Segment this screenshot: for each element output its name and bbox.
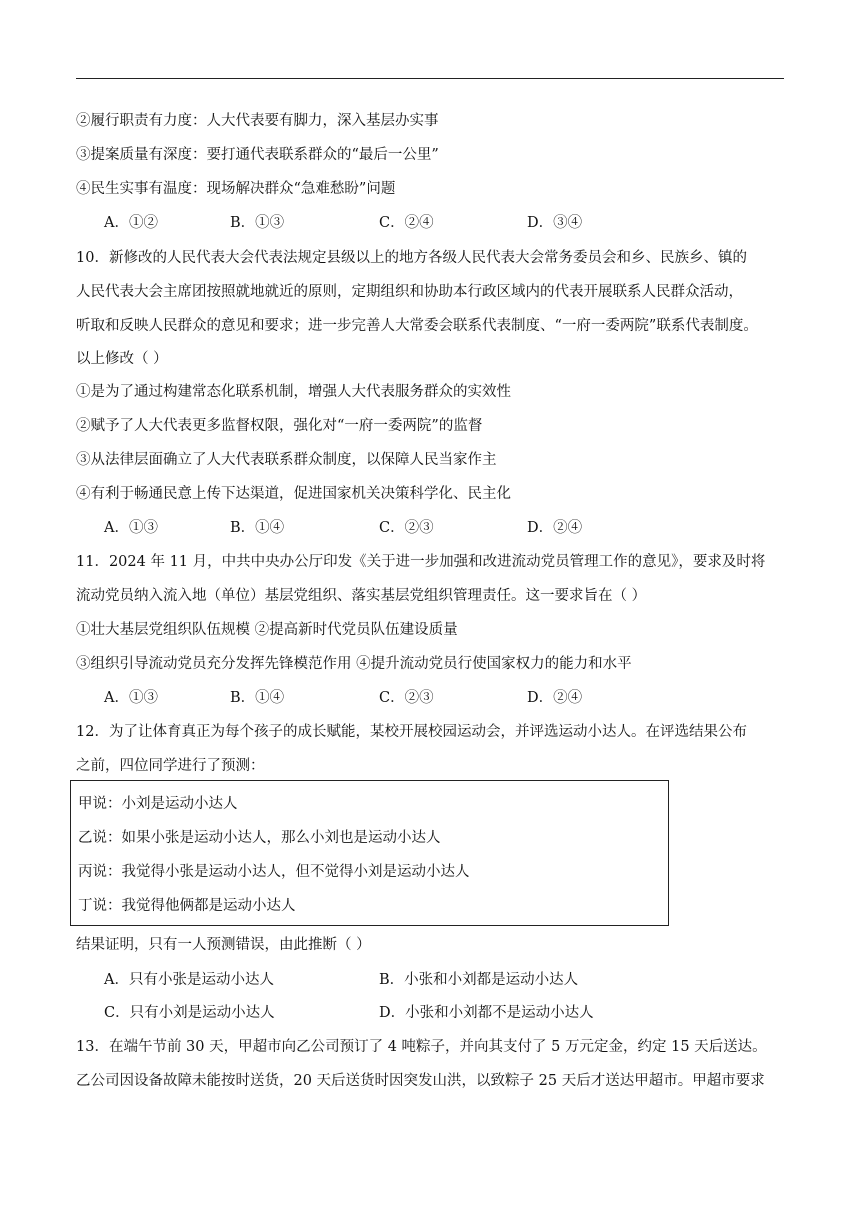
q12-stem-line-2: 之前，四位同学进行了预测： xyxy=(76,758,265,774)
q13-stem-line-1: 13．在端午节前 30 天，甲超市向乙公司预订了 4 吨粽子，并向其支付了 5 万元定金，约定 15 天后送达。 xyxy=(76,1039,767,1055)
q10-stem-line-2: 人民代表大会主席团按照就地就近的原则，定期组织和协助本行政区域内的代表开展联系人民群众活动， xyxy=(76,284,743,300)
prediction-yi: 乙说：如果小张是运动小达人，那么小刘也是运动小达人 xyxy=(78,830,441,846)
q10-option-c[interactable]: C．②③ xyxy=(379,520,434,536)
q11-statement-row-2: ③组织引导流动党员充分发挥先锋模范作用 ④提升流动党员行使国家权力的能力和水平 xyxy=(76,656,632,672)
header-rule xyxy=(76,78,784,79)
q11-option-c[interactable]: C．②③ xyxy=(379,690,434,706)
q12-option-d[interactable]: D．小张和小刘都不是运动小达人 xyxy=(379,1005,594,1021)
prediction-jia: 甲说：小刘是运动小达人 xyxy=(78,796,238,812)
q11-stem-line-2: 流动党员纳入流入地（单位）基层党组织、落实基层党组织管理责任。这一要求旨在（ ） xyxy=(76,588,647,604)
q11-stem-line-1: 11．2024 年 11 月，中共中央办公厅印发《关于进一步加强和改进流动党员管理工作的意见》，要求及时将 xyxy=(76,554,766,570)
prediction-bing: 丙说：我觉得小张是运动小达人，但不觉得小刘是运动小达人 xyxy=(78,864,470,880)
q10-stem-line-4: 以上修改（ ） xyxy=(76,351,168,367)
q11-option-a[interactable]: A．①③ xyxy=(104,690,158,706)
q12-option-c[interactable]: C．只有小刘是运动小达人 xyxy=(104,1005,275,1021)
prediction-ding: 丁说：我觉得他俩都是运动小达人 xyxy=(78,898,296,914)
q11-option-d[interactable]: D．②④ xyxy=(527,690,583,706)
q9-option-b[interactable]: B．①③ xyxy=(230,215,285,231)
q9-option-a[interactable]: A．①② xyxy=(104,215,158,231)
q13-stem-line-2: 乙公司因设备故障未能按时送货，20 天后送货时因突发山洪，以致粽子 25 天后才送达甲超市。甲超市要求 xyxy=(76,1073,765,1089)
q10-option-d[interactable]: D．②④ xyxy=(527,520,583,536)
q12-conclusion: 结果证明，只有一人预测错误，由此推断（ ） xyxy=(76,937,371,953)
q9-option-d[interactable]: D．③④ xyxy=(527,215,583,231)
q9-statement-2: ②履行职责有力度：人大代表要有脚力，深入基层办实事 xyxy=(76,113,439,129)
q10-option-b[interactable]: B．①④ xyxy=(230,520,285,536)
q10-statement-4: ④有利于畅通民意上传下达渠道，促进国家机关决策科学化、民主化 xyxy=(76,486,511,502)
q12-stem-line-1: 12．为了让体育真正为每个孩子的成长赋能，某校开展校园运动会，并评选运动小达人。在评选结果公布 xyxy=(76,724,747,740)
q12-option-b[interactable]: B．小张和小刘都是运动小达人 xyxy=(379,972,579,988)
q10-statement-2: ②赋予了人大代表更多监督权限，强化对“一府一委两院”的监督 xyxy=(76,418,483,434)
q11-option-b[interactable]: B．①④ xyxy=(230,690,285,706)
q10-statement-3: ③从法律层面确立了人大代表联系群众制度，以保障人民当家作主 xyxy=(76,452,497,468)
q10-stem-line-1: 10．新修改的人民代表大会代表法规定县级以上的地方各级人民代表大会常务委员会和乡、民族乡、镇的 xyxy=(76,250,747,266)
q9-statement-4: ④民生实事有温度：现场解决群众“急难愁盼”问题 xyxy=(76,181,396,197)
q9-option-c[interactable]: C．②④ xyxy=(379,215,434,231)
q9-statement-3: ③提案质量有深度：要打通代表联系群众的“最后一公里” xyxy=(76,147,439,163)
q10-option-a[interactable]: A．①③ xyxy=(104,520,158,536)
q10-stem-line-3: 听取和反映人民群众的意见和要求；进一步完善人大常委会联系代表制度、“一府一委两院”联系代表制度。 xyxy=(76,318,758,334)
q11-statement-row-1: ①壮大基层党组织队伍规模 ②提高新时代党员队伍建设质量 xyxy=(76,622,458,638)
q10-statement-1: ①是为了通过构建常态化联系机制，增强人大代表服务群众的实效性 xyxy=(76,384,511,400)
q12-option-a[interactable]: A．只有小张是运动小达人 xyxy=(104,972,274,988)
